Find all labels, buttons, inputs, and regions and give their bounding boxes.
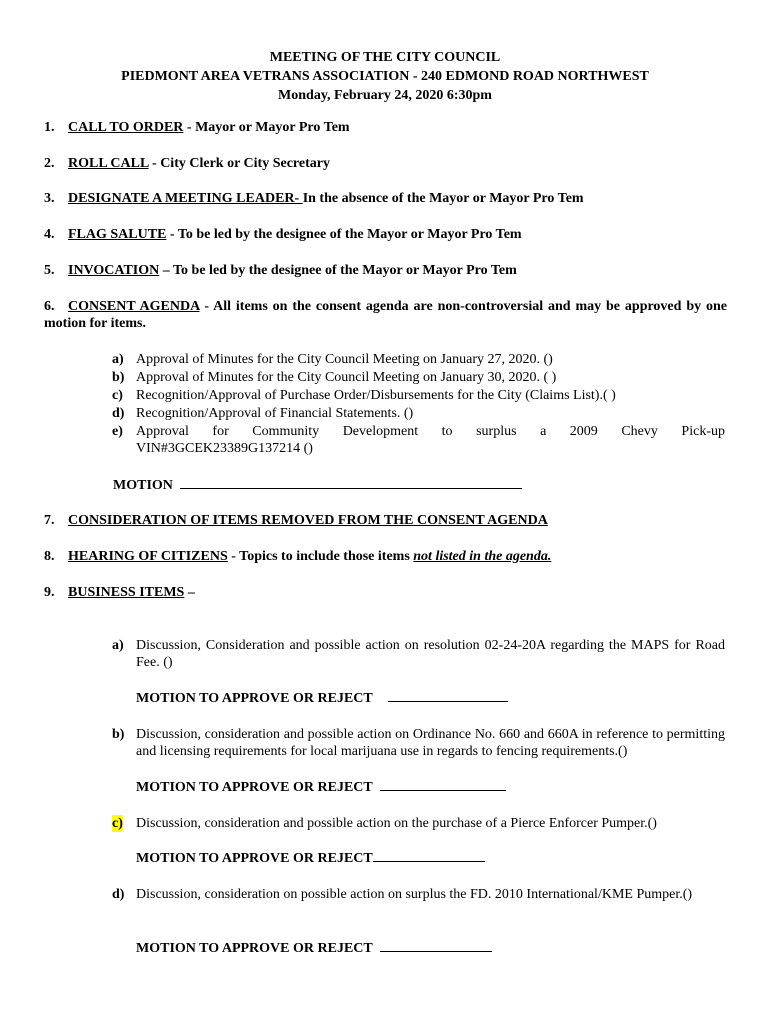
agenda-item-2: 2. ROLL CALL - City Clerk or City Secretary	[44, 156, 330, 171]
item-title: ROLL CALL	[68, 156, 149, 171]
item-title: BUSINESS ITEMS	[68, 585, 185, 600]
business-item-b: b) Discussion, consideration and possible action on Ordinance No. 660 and 660A in reference to permitting and licensing requirements for local marijuana use in regards to fencing requirements.()	[112, 727, 725, 759]
agenda-item-1: 1. CALL TO ORDER - Mayor or Mayor Pro Tem	[44, 120, 350, 135]
consent-item-c: c) Recognition/Approval of Purchase Order/Disbursements for the City (Claims List).( )	[112, 388, 616, 403]
signature-line	[380, 789, 506, 791]
signature-line	[388, 700, 508, 702]
document-header	[0, 48, 770, 105]
consent-motion: MOTION	[113, 477, 522, 494]
agenda-item-6: 6. CONSENT AGENDA - All items on the consent agenda are non-controversial and may be approved by one motion for items.	[44, 299, 727, 331]
header-title: MEETING OF THE CITY COUNCIL	[269, 50, 501, 65]
agenda-item-5: 5. INVOCATION – To be led by the designee of the Mayor or Mayor Pro Tem	[44, 263, 517, 278]
item-title: DESIGNATE A MEETING LEADER-	[68, 191, 303, 206]
item-title: CONSENT AGENDA	[68, 299, 200, 314]
business-motion-d: MOTION TO APPROVE OR REJECT	[136, 940, 492, 957]
consent-item-e: e) Approval for Community Development to surplus a 2009 Chevy Pick-up VIN#3GCEK23389G137214 ()	[112, 424, 725, 456]
agenda-item-3: 3. DESIGNATE A MEETING LEADER- In the absence of the Mayor or Mayor Pro Tem	[44, 191, 584, 206]
item-title: FLAG SALUTE	[68, 227, 167, 242]
item-title: HEARING OF CITIZENS	[68, 549, 228, 564]
header-date: Monday, February 24, 2020 6:30pm	[278, 88, 492, 103]
agenda-item-8: 8. HEARING OF CITIZENS - Topics to include those items not listed in the agenda.	[44, 549, 552, 564]
business-item-a: a) Discussion, Consideration and possible action on resolution 02-24-20A regarding the MAPS for Road Fee. ()	[112, 638, 725, 670]
agenda-item-4: 4. FLAG SALUTE - To be led by the designee of the Mayor or Mayor Pro Tem	[44, 227, 522, 242]
item-title: CONSIDERATION OF ITEMS REMOVED FROM THE CONSENT AGENDA	[68, 513, 548, 528]
signature-line	[373, 860, 485, 862]
business-motion-a: MOTION TO APPROVE OR REJECT	[136, 690, 508, 707]
agenda-item-9: 9. BUSINESS ITEMS –	[44, 585, 195, 600]
item-emphasis: not listed in the agenda.	[413, 549, 552, 564]
consent-item-b: b) Approval of Minutes for the City Council Meeting on January 30, 2020. ( )	[112, 370, 557, 385]
consent-item-a: a) Approval of Minutes for the City Council Meeting on January 27, 2020. ()	[112, 352, 553, 367]
business-motion-b: MOTION TO APPROVE OR REJECT	[136, 779, 506, 796]
highlighted-marker: c)	[112, 816, 123, 831]
header-location: PIEDMONT AREA VETRANS ASSOCIATION - 240 EDMOND ROAD NORTHWEST	[121, 69, 649, 84]
item-title: CALL TO ORDER	[68, 120, 184, 135]
consent-item-d: d) Recognition/Approval of Financial Statements. ()	[112, 406, 414, 421]
signature-line	[380, 950, 492, 952]
business-item-c: c) Discussion, consideration and possible action on the purchase of a Pierce Enforcer Pumper.()	[112, 816, 657, 831]
agenda-item-7: 7. CONSIDERATION OF ITEMS REMOVED FROM THE CONSENT AGENDA	[44, 513, 548, 528]
signature-line	[180, 487, 522, 489]
business-item-d: d) Discussion, consideration on possible action on surplus the FD. 2010 International/KME Pumper.()	[112, 887, 693, 902]
item-title: INVOCATION	[68, 263, 160, 278]
business-motion-c: MOTION TO APPROVE OR REJECT	[136, 850, 485, 867]
